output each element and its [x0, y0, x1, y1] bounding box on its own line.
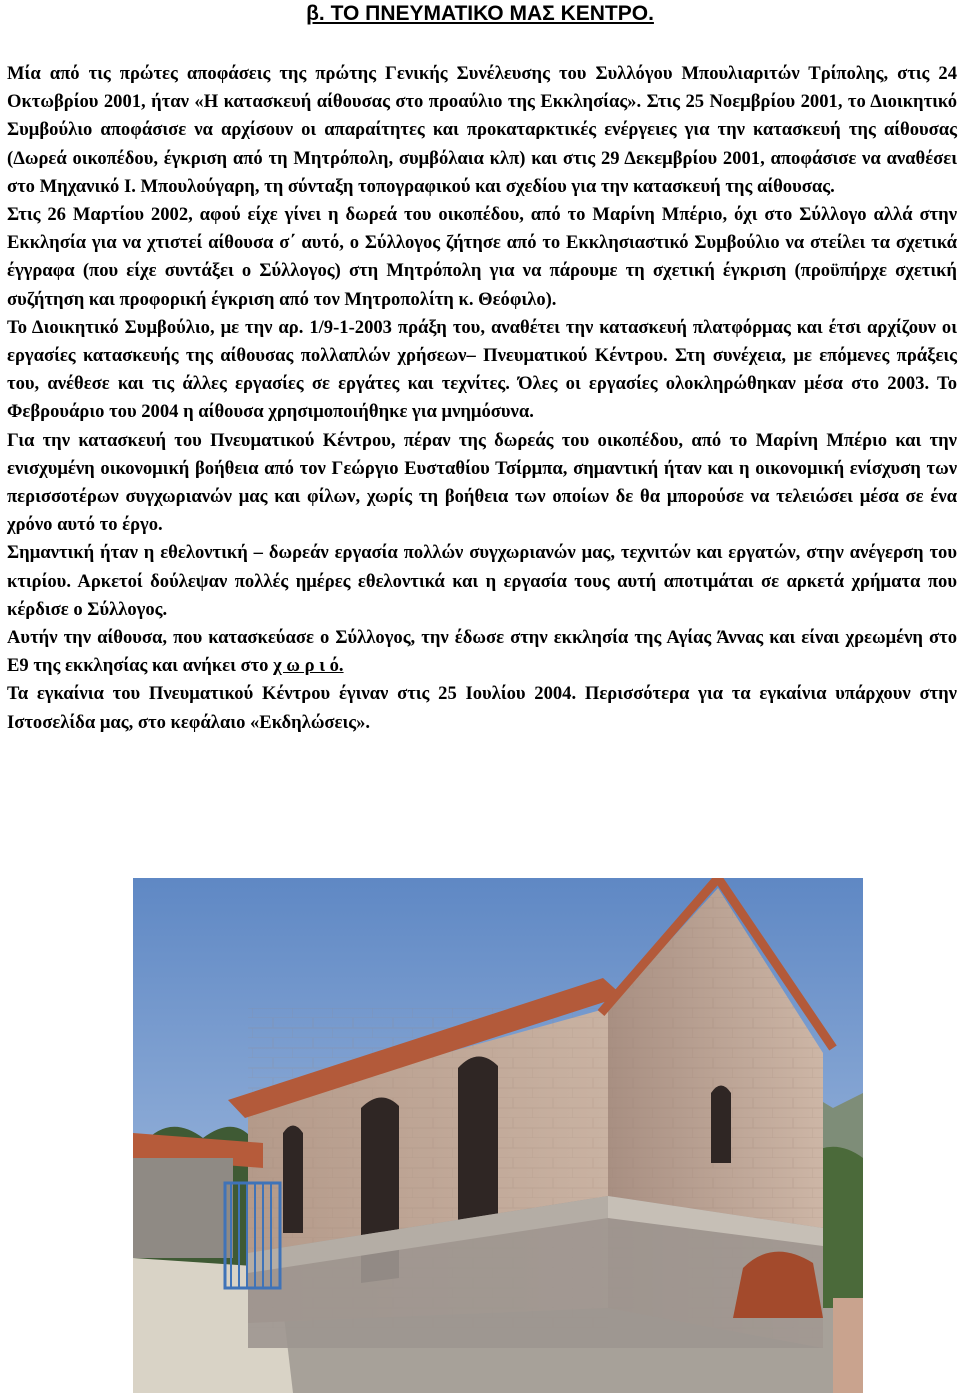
village-emphasis: χ ω ρ ι ό. [273, 655, 344, 677]
paragraph-4: Για την κατασκευή του Πνευματικού Κέντρου, πέραν της δωρεάς του οικοπέδου, από το Μαρίνη Μπέριο και την ενισχυμένη οικονομική βοήθεια από τον Γεώργιο Ευσταθίου Τσίρμπα, σημαντική ήταν και η οικονομική ενίσχυση των περισσοτέρων συγχωριανών μας και φίλων, χωρίς τη βοήθεια των οποίων δε θα μπορούσε να τελειώσει μέσα σε ένα χρόνο αυτό το έργο. [7, 429, 957, 536]
building-photo [133, 878, 863, 1393]
article-body [7, 60, 957, 737]
paragraph-6 [7, 624, 957, 680]
paragraph-7: Τα εγκαίνια του Πνευματικού Κέντρου έγιναν στις 25 Ιουλίου 2004. Περισσότερα για τα εγκαίνια υπάρχουν στην Ιστοσελίδα μας, στο κεφάλαιο «Εκδηλώσεις». [7, 683, 957, 733]
paragraph-2: Στις 26 Μαρτίου 2002, αφού είχε γίνει η δωρεά του οικοπέδου, από το Μαρίνη Μπέριο, όχι στο Σύλλογο αλλά στην Εκκλησία για να χτιστεί αίθουσα σ΄ αυτό, ο Σύλλογος ζήτησε από το Εκκλησιαστικό Συμβούλιο να στείλει τα σχετικά έγγραφα (που είχε συντάξει ο Σύλλογος) στη Μητρόπολη για να πάρουμε τη σχετική έγκριση (προϋπήρχε σχετική συζήτηση και προφορική έγκριση από τον Μητροπολίτη κ. Θεόφιλο). [7, 204, 957, 310]
paragraph-3: Το Διοικητικό Συμβούλιο, με την αρ. 1/9-1-2003 πράξη του, αναθέτει την κατασκευή πλατφόρμας και έτσι αρχίζουν οι εργασίες κατασκευής της αίθουσας πολλαπλών χρήσεων– Πνευματικού Κέντρου. Στη συνέχεια, με επόμενες πράξεις του, ανέθεσε και τις άλλες εργασίες σε εργάτες και τεχνίτες. Όλες οι εργασίες ολοκληρώθηκαν μέσα στο 2003. Το Φεβρουάριο του 2004 η αίθουσα χρησιμοποιήθηκε για μνημόσυνα. [7, 316, 957, 423]
paragraph-6-text: Αυτήν την αίθουσα, που κατασκεύασε ο Σύλλογος, την έδωσε στην εκκλησία της Αγίας Άννας και είναι χρεωμένη στο Ε9 της εκκλησίας και ανήκει στο [7, 627, 957, 677]
paragraph-5: Σημαντική ήταν η εθελοντική – δωρεάν εργασία πολλών συγχωριανών μας, τεχνιτών και εργατών, στην ανέγερση του κτιρίου. Αρκετοί δούλεψαν πολλές ημέρες εθελοντικά και η εργασία τους αυτή αποτιμάται σε αρκετά χρήματα που κέρδισε ο Σύλλογος. [7, 542, 957, 620]
paragraph-1: Μία από τις πρώτες αποφάσεις της πρώτης Γενικής Συνέλευσης του Συλλόγου Μπουλιαριτών Τρίπολης, στις 24 Οκτωβρίου 2001, ήταν «Η κατασκευή αίθουσας στο προαύλιο της Εκκλησίας». Στις 25 Νοεμβρίου 2001, το Διοικητικό Συμβούλιο αποφάσισε να αρχίσουν οι απαραίτητες και προκαταρκτικές ενέργειες για την κατασκευή της αίθουσας (Δωρεά οικοπέδου, έγκριση από τη Μητρόπολη, συμβόλαια κλπ) και στις 29 Δεκεμβρίου 2001, αποφάσισε να αναθέσει στο Μηχανικό Ι. Μπουλούγαρη, τη σύνταξη τοπογραφικού και σχεδίου για την κατασκευή της αίθουσας. [7, 63, 957, 197]
page-title: β. ΤΟ ΠΝΕΥΜΑΤΙΚΟ ΜΑΣ ΚΕΝΤΡΟ. [306, 2, 654, 25]
